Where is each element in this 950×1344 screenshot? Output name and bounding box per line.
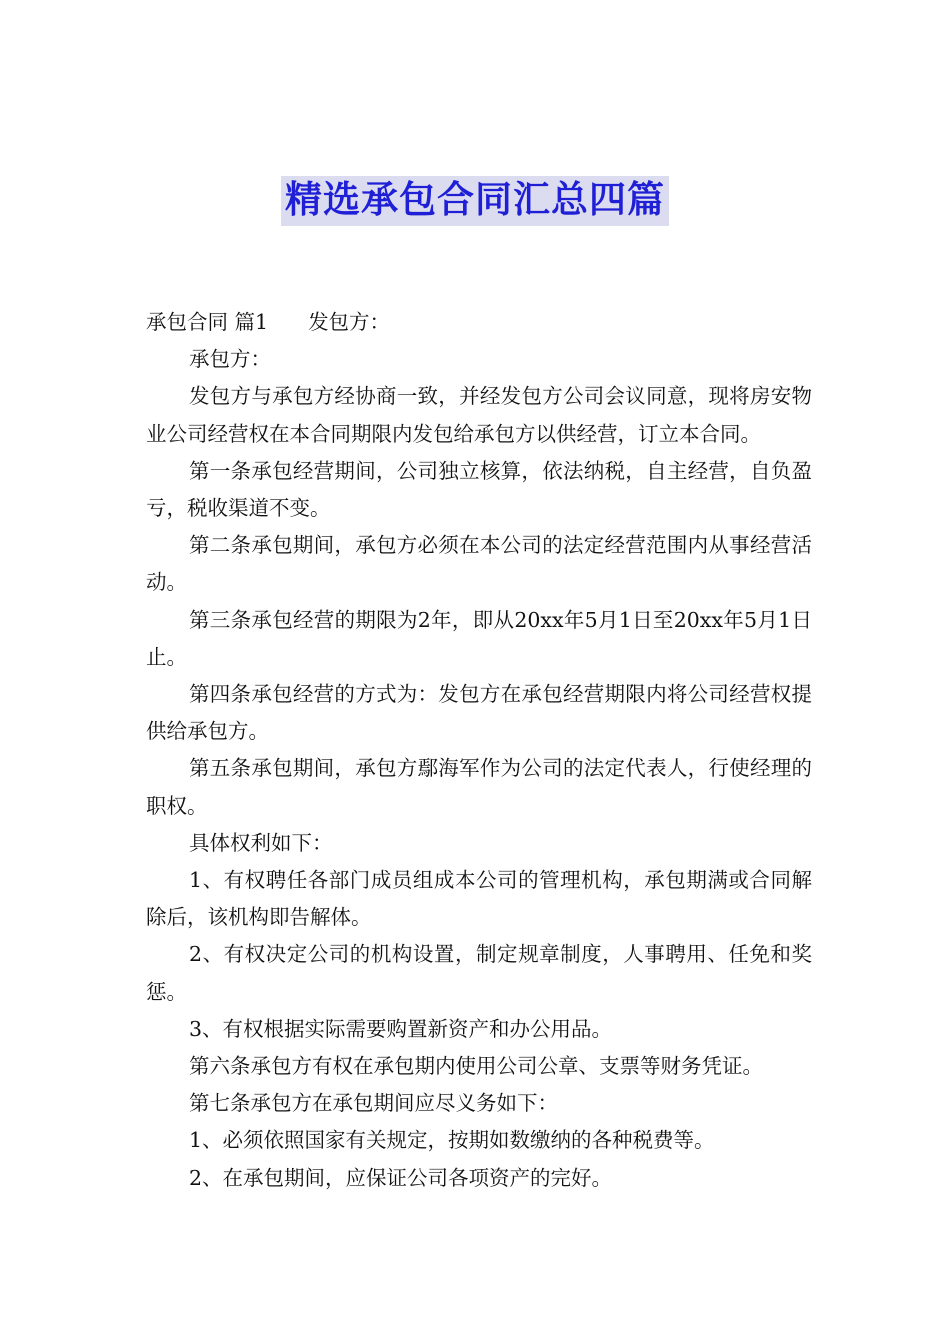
paragraph: 具体权利如下： [189, 830, 333, 855]
party-a-label: 发包方： [308, 310, 391, 334]
paragraph: 第四条承包经营的方式为：发包方在承包经营期限内将公司经营权提供给承包方。 [146, 682, 812, 744]
paragraph: 第七条承包方在承包期间应尽义务如下： [189, 1091, 558, 1116]
document-body [146, 304, 812, 1197]
first-line [146, 304, 812, 341]
document-title: 精选承包合同汇总四篇 [281, 176, 669, 226]
paragraph: 1、必须依照国家有关规定，按期如数缴纳的各种税费等。 [189, 1128, 715, 1153]
paragraph: 承包方： [189, 347, 271, 372]
paragraph: 1、有权聘任各部门成员组成本公司的管理机构，承包期满或合同解除后，该机构即告解体。 [146, 868, 812, 930]
section-label: 承包合同 篇1 [146, 310, 269, 334]
paragraph: 第三条承包经营的期限为2年，即从20xx年5月1日至20xx年5月1日止。 [146, 607, 812, 669]
paragraph: 第六条承包方有权在承包期内使用公司公章、支票等财务凭证。 [189, 1054, 763, 1079]
paragraph: 2、在承包期间，应保证公司各项资产的完好。 [189, 1165, 613, 1190]
paragraph: 2、有权决定公司的机构设置，制定规章制度，人事聘用、任免和奖惩。 [146, 942, 812, 1004]
title-container [0, 176, 950, 226]
paragraph: 3、有权根据实际需要购置新资产和办公用品。 [189, 1016, 613, 1041]
paragraph: 发包方与承包方经协商一致，并经发包方公司会议同意，现将房安物业公司经营权在本合同期限内发包给承包方以供经营，订立本合同。 [146, 384, 812, 446]
paragraph: 第一条承包经营期间，公司独立核算，依法纳税，自主经营，自负盈亏，税收渠道不变。 [146, 458, 812, 521]
paragraph: 第五条承包期间，承包方鄢海军作为公司的法定代表人，行使经理的职权。 [146, 756, 812, 818]
paragraph: 第二条承包期间，承包方必须在本公司的法定经营范围内从事经营活动。 [146, 533, 812, 595]
